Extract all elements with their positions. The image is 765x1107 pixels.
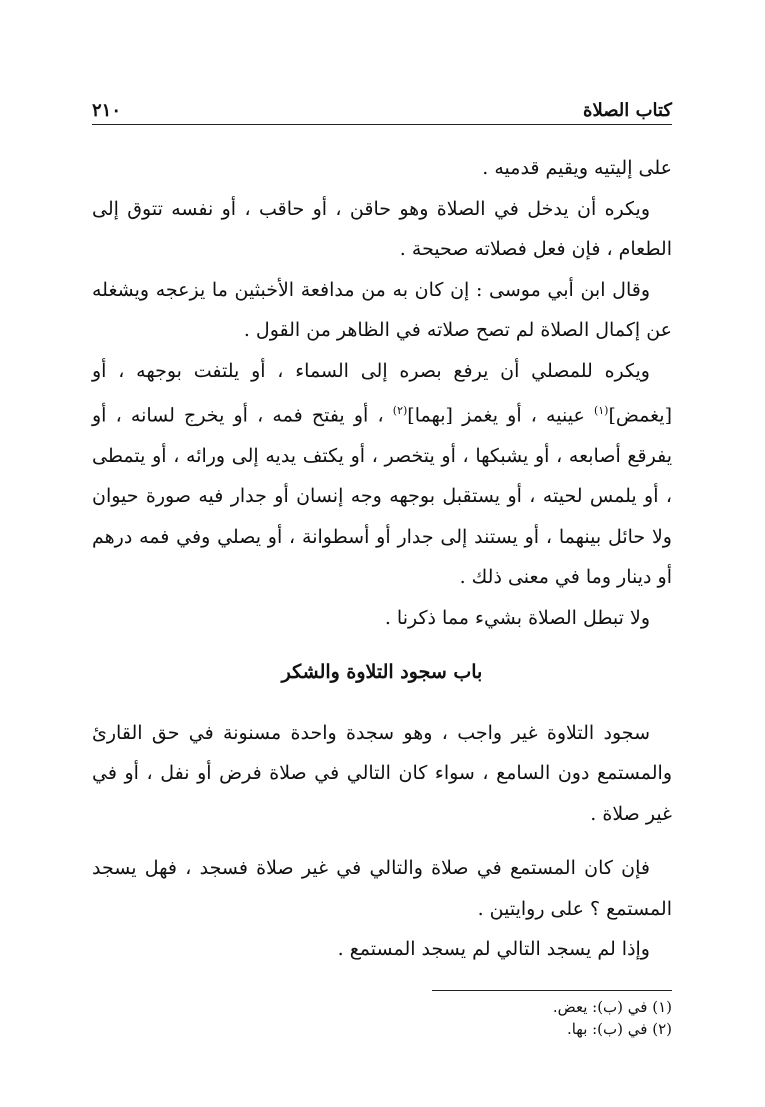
main-text — [92, 148, 672, 970]
paragraph: ويكره أن يدخل في الصلاة وهو حاقن ، أو حاقب ، أو نفسه تتوق إلى الطعام ، فإن فعل فصلاته صحيحة . — [92, 197, 672, 260]
header-divider — [92, 124, 672, 125]
paragraph: وإذا لم يسجد التالي لم يسجد المستمع . — [337, 938, 650, 961]
paragraph: فإن كان المستمع في صلاة والتالي في غير صلاة فسجد ، فهل يسجد المستمع ؟ على روايتين . — [92, 857, 672, 920]
running-head — [92, 96, 672, 126]
paragraph: وقال ابن أبي موسى : إن كان به من مدافعة الأخبثين ما يزعجه ويشغله عن إكمال الصلاة لم تصح صلاته في الظاهر من القول . — [92, 278, 672, 341]
paragraph: على إليتيه ويقيم قدميه . — [482, 157, 672, 179]
paragraph-text: ، أو يفتح فمه ، أو يخرج لسانه ، أو يفرقع أصابعه ، أو يشبكها ، أو يتخصر ، أو يكتف يديه إلى ورائه ، أو يتمطى ، أو يلمس لحيته ، أو يستقبل بوجهه وجه إنسان أو جدار فيه صورة حيوان ولا حائل بينهما ، أو يستند إلى جدار أو أسطوانة ، أو يصلي وفي فمه درهم أو دينار وما في معنى ذلك . — [92, 404, 672, 589]
section-heading: باب سجود التلاوة والشكر — [281, 661, 483, 684]
page-number: ٢١٠ — [92, 100, 122, 121]
paragraph-text: ويكره للمصلي أن يرفع بصره إلى السماء ، أو يلتفت بوجهه ، أو [يغمض] — [92, 359, 672, 427]
footnote-ref-2: (٢) — [392, 404, 408, 417]
paragraph: ولا تبطل الصلاة بشيء مما ذكرنا . — [384, 606, 650, 629]
paragraph: سجود التلاوة غير واجب ، وهو سجدة واحدة مسنونة في حق القارئ والمستمع دون السامع ، سواء كان التالي في صلاة فرض أو نفل ، أو في غير صلاة . — [92, 721, 672, 825]
footnote-divider — [432, 990, 672, 991]
footnote-ref-1: (١) — [593, 404, 609, 417]
footnotes — [432, 996, 672, 1040]
footnote-1: (١) في (ب): يعض. — [552, 998, 672, 1016]
paragraph — [92, 351, 672, 598]
paragraph-text: عينيه ، أو يغمز [بهما] — [407, 404, 594, 427]
book-title: كتاب الصلاة — [583, 100, 672, 121]
footnote-2: (٢) في (ب): بها. — [566, 1020, 672, 1038]
